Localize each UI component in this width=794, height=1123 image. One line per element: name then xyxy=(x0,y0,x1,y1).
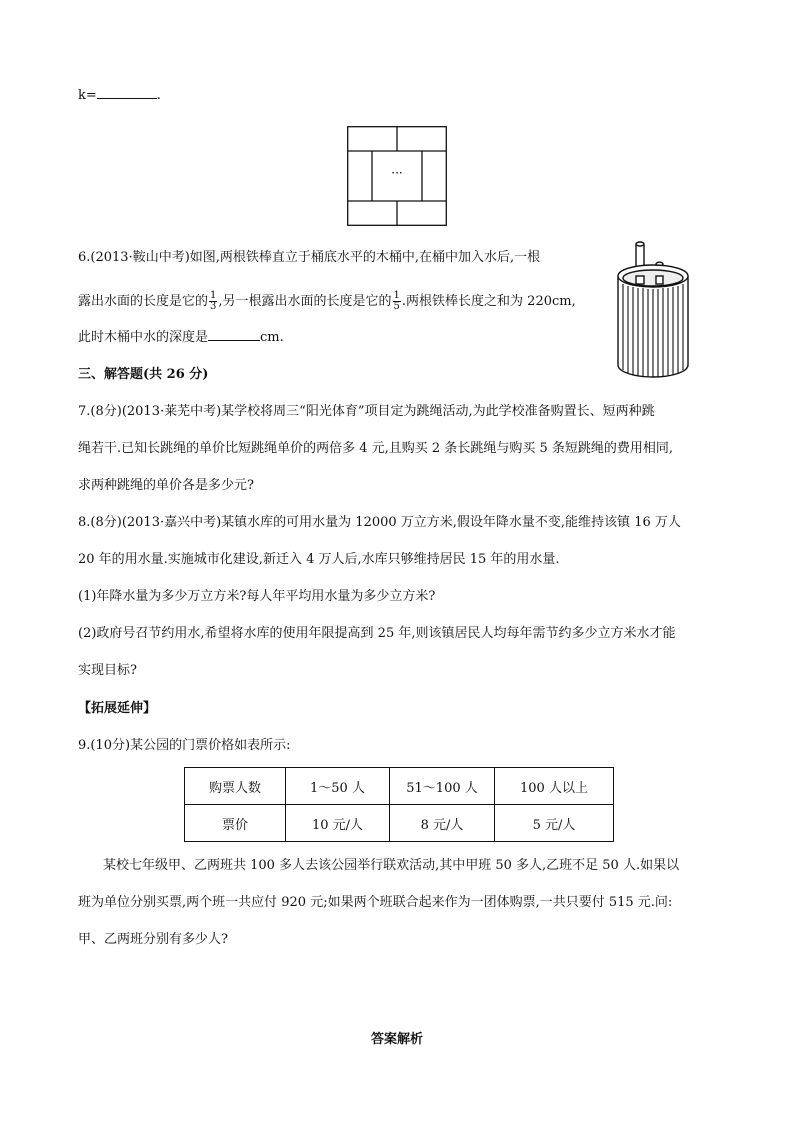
q6-text-b: ,另一根露出水面的长度是它的 xyxy=(218,294,392,309)
q6-unit: cm. xyxy=(260,330,284,345)
ticket-price-table xyxy=(184,767,614,842)
barrel-with-rods-figure xyxy=(612,240,694,382)
q7-line2: 绳若干.已知长跳绳的单价比短跳绳单价的两倍多 4 元,且购买 2 条长跳绳与购买 5 条短跳绳的费用相同, xyxy=(78,441,674,456)
q5-k-label: k= xyxy=(78,88,97,103)
table-header-cell: 1～50 人 xyxy=(286,768,390,805)
q6-line2 xyxy=(78,291,576,312)
table-row xyxy=(185,805,614,842)
q9-paragraph-line2: 班为单位分别买票,两个班一共应付 920 元;如果两个班联合起来作为一团体购票,一共只要付 515 元.问: xyxy=(78,895,673,910)
q8-sub2-line2: 实现目标? xyxy=(78,663,137,678)
q8-line2: 20 年的用水量.实施城市化建设,新迁入 4 万人后,水库只够维持居民 15 年的用水量. xyxy=(78,552,560,567)
answer-analysis-heading: 答案解析 xyxy=(370,1032,423,1047)
table-cell: 票价 xyxy=(185,805,286,842)
rectangle-frame-figure xyxy=(347,126,447,226)
q6-answer-blank[interactable] xyxy=(208,328,260,341)
q7-line3: 求两种跳绳的单价各是多少元? xyxy=(78,478,254,493)
table-cell: 10 元/人 xyxy=(286,805,390,842)
q6-text-d: 此时木桶中水的深度是 xyxy=(78,330,209,345)
q9-paragraph-line1: 某校七年级甲、乙两班共 100 多人去该公园举行联欢活动,其中甲班 50 多人,乙班不足 50 人.如果以 xyxy=(103,858,680,873)
q5-answer-blank[interactable] xyxy=(97,86,157,99)
table-header-cell: 100 人以上 xyxy=(495,768,614,805)
fraction-one-third: $\frac{1}{3}$ xyxy=(210,290,217,312)
q5-period: . xyxy=(156,88,161,103)
extension-title: 【拓展延伸】 xyxy=(78,701,157,716)
q9-intro: 9.(10分)某公园的门票价格如表所示: xyxy=(78,738,291,753)
q6-text-a: 露出水面的长度是它的 xyxy=(78,294,209,309)
q6-line3 xyxy=(78,328,284,348)
q6-text-c: .两根铁棒长度之和为 220cm, xyxy=(401,294,576,309)
q8-line1: 8.(8分)(2013·嘉兴中考)某镇水库的可用水量为 12000 万立方米,假设年降水量不变,能维持该镇 16 万人 xyxy=(78,515,681,530)
q8-sub2-line1: (2)政府号召节约用水,希望将水库的使用年限提高到 25 年,则该镇居民人均每年需节约多少立方米水才能 xyxy=(78,626,676,641)
table-cell: 5 元/人 xyxy=(495,805,614,842)
table-header-cell: 购票人数 xyxy=(185,768,286,805)
table-header-cell: 51～100 人 xyxy=(390,768,495,805)
q9-paragraph-line3: 甲、乙两班分别有多少人? xyxy=(78,932,228,947)
table-row xyxy=(185,768,614,805)
fraction-one-fifth: $\frac{1}{5}$ xyxy=(393,290,400,312)
table-cell: 8 元/人 xyxy=(390,805,495,842)
section-3-title: 三、解答题(共 26 分) xyxy=(78,367,209,382)
q6-line1: 6.(2013·鞍山中考)如图,两根铁棒直立于桶底水平的木桶中,在桶中加入水后,一根 xyxy=(78,250,541,265)
q7-line1: 7.(8分)(2013·莱芜中考)某学校将周三“阳光体育”项目定为跳绳活动,为此学校准备购置长、短两种跳 xyxy=(78,404,655,419)
q5-answer-line xyxy=(78,86,161,106)
q8-sub1: (1)年降水量为多少万立方米?每人年平均用水量为多少立方米? xyxy=(78,589,436,604)
ellipsis-dots: ··· xyxy=(391,166,403,180)
